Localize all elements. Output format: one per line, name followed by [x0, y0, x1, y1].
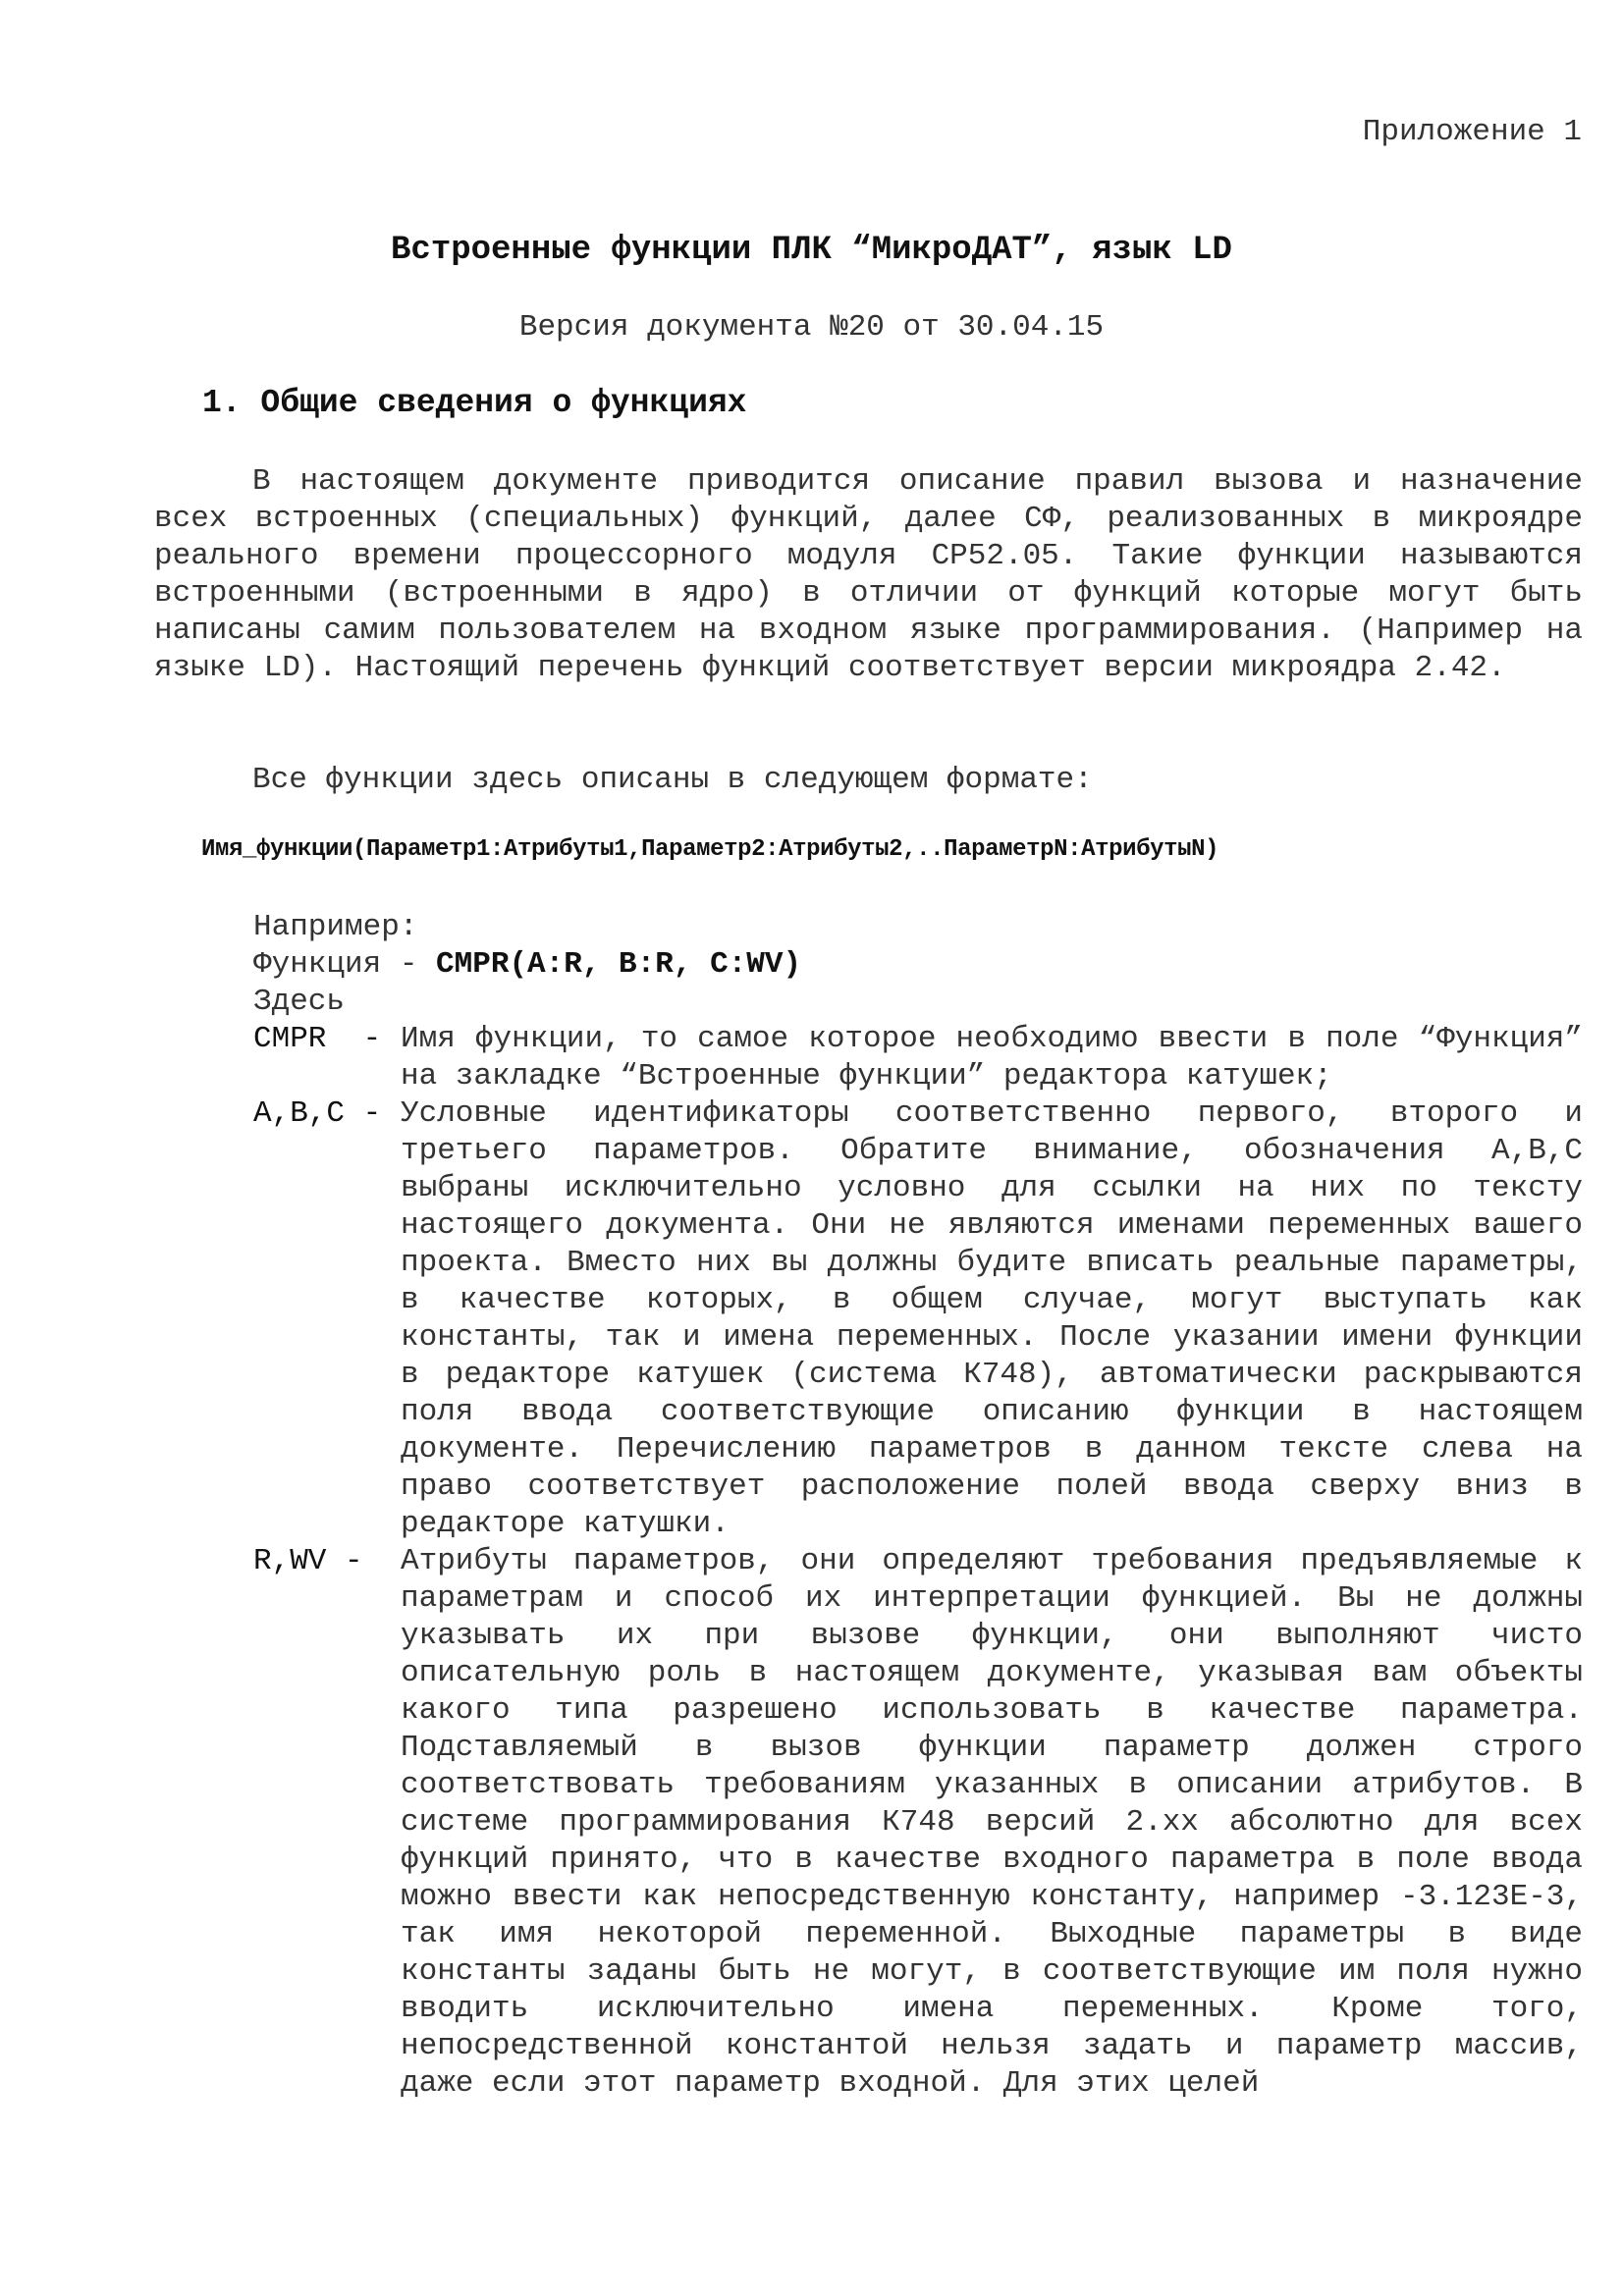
- intro-paragraph: [154, 463, 1583, 687]
- definition-term: CMPR -: [253, 1022, 400, 1056]
- example-label: Например:: [253, 910, 418, 944]
- definition-term: R,WV -: [253, 1544, 382, 1578]
- function-prefix: Функция -: [253, 947, 437, 982]
- definition-description: Имя функции, то самое которое необходимо ввести в поле “Функция” на закладке “Встроенные функции” редактора катушек;: [401, 1022, 1583, 1094]
- definition-description: Атрибуты параметров, они определяют требования предъявляемые к параметрам и способ их интерпретации функцией. Вы не должны указывать их при вызове функции, они выполняют чисто описательную роль в настоящем документе, указывая вам объекты какого типа разрешено использовать в качестве параметра. Подставляемый в вызов функции параметр должен строго соответствовать требованиям указанных в описании атрибутов. В системе программирования К748 версий 2.xx абсолютно для всех функций принято, что в качестве входного параметра в поле ввода можно ввести как непосредственную константу, например -3.123E-3, так имя некоторой переменной. Выходные параметры в виде константы заданы быть не могут, в соответствующие им поля нужно вводить исключительно имена переменных. Кроме того, непосредственной константой нельзя задать и параметр массив, даже если этот параметр входной. Для этих целей: [401, 1544, 1583, 2101]
- document-title: Встроенные функции ПЛК “МикроДАТ”, язык LD: [391, 232, 1232, 269]
- appendix-label: Приложение 1: [1362, 115, 1582, 149]
- definition-term: A,B,C -: [253, 1096, 400, 1131]
- definition-item: [253, 1543, 1583, 2103]
- definition-item: [253, 1021, 1583, 1095]
- definition-item: [253, 1095, 1583, 1543]
- format-intro-paragraph: [154, 762, 1583, 799]
- function-example: CMPR(A:R, B:R, C:WV): [436, 947, 802, 982]
- document-version: Версия документа №20 от 30.04.15: [518, 310, 1105, 345]
- definition-description: Условные идентификаторы соответственно первого, второго и третьего параметров. Обратите внимание, обозначения A,B,C выбраны исключительно условно для ссылки на них по тексту настоящего документа. Они не являются именами переменных вашего проекта. Вместо них вы должны будите вписать реальные параметры, в качестве которых, в общем случае, могут выступать как константы, так и имена переменных. После указании имени функции в редакторе катушек (система К748), автоматически раскрываются поля ввода соответствующие описанию функции в настоящем документе. Перечислению параметров в данном тексте слева на право соответствует расположение полей ввода сверху вниз в редакторе катушки.: [401, 1096, 1583, 1541]
- definition-list: [253, 1021, 1583, 2103]
- here-label: Здесь: [253, 985, 346, 1019]
- function-example-line: [253, 946, 801, 984]
- section-heading: 1. Общие сведения о функциях: [202, 385, 747, 421]
- intro-text: В настоящем документе приводится описание правил вызова и назначение всех встроенных (специальных) функций, далее СФ, реализованных в микроядре реального времени процессорного модуля СР52.05. Такие функции называются встроенными (встроенными в ядро) в отличии от функций которые могут быть написаны самим пользователем на входном языке программирования. (Например на языке LD). Настоящий перечень функций соответствует версии микроядра 2.42.: [154, 464, 1583, 685]
- function-signature: Имя_функции(Параметр1:Атрибуты1,Параметр2:Атрибуты2,..ПараметрN:АтрибутыN): [201, 836, 1219, 863]
- format-intro-text: Все функции здесь описаны в следующем формате:: [252, 763, 1093, 797]
